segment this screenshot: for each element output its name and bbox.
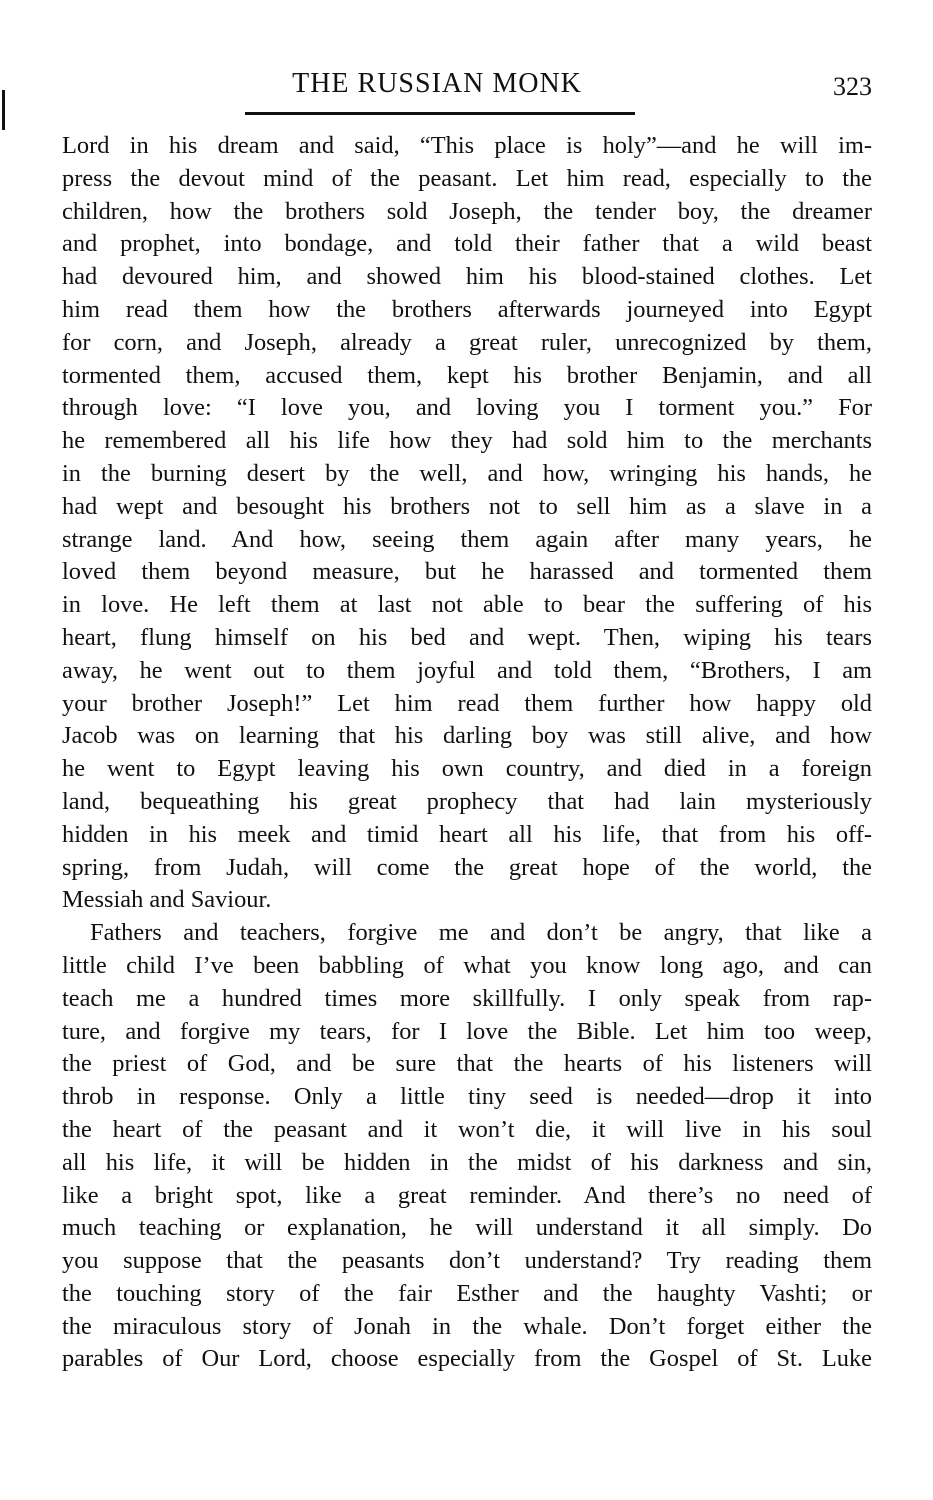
text-line: him read them how the brothers afterwards journeyed into Egypt: [62, 295, 872, 323]
text-line: ture, and forgive my tears, for I love the Bible. Let him too weep,: [62, 1017, 872, 1045]
running-head: [62, 64, 872, 104]
text-line: heart, flung himself on his bed and wept. Then, wiping his tears: [62, 623, 872, 651]
text-line: he remembered all his life how they had sold him to the merchants: [62, 427, 872, 455]
text-line: in the burning desert by the well, and how, wringing his hands, he: [62, 459, 872, 487]
text-line: had devoured him, and showed him his blood-stained clothes. Let: [62, 263, 872, 291]
text-line: he went to Egypt leaving his own country, and died in a foreign: [62, 755, 872, 783]
body-text: [62, 130, 872, 1376]
text-line: for corn, and Joseph, already a great ruler, unrecognized by them,: [62, 328, 872, 356]
text-line: tormented them, accused them, kept his brother Benjamin, and all: [62, 361, 872, 389]
text-line: you suppose that the peasants don’t understand? Try reading them: [62, 1247, 872, 1275]
text-line: in love. He left them at last not able to bear the suffering of his: [62, 591, 872, 619]
text-line: loved them beyond measure, but he harassed and tormented them: [62, 558, 872, 586]
page-number: 323: [833, 72, 872, 101]
text-line: Lord in his dream and said, “This place is holy”—and he will im-: [62, 132, 872, 159]
text-line: the miraculous story of Jonah in the whale. Don’t forget either the: [62, 1312, 872, 1340]
running-title: THE RUSSIAN MONK: [292, 68, 582, 99]
text-line: little child I’ve been babbling of what you know long ago, and can: [62, 951, 872, 979]
text-line: spring, from Judah, will come the great hope of the world, the: [62, 853, 872, 881]
text-line: children, how the brothers sold Joseph, the tender boy, the dreamer: [62, 197, 872, 225]
text-line: the heart of the peasant and it won’t die, it will live in his soul: [62, 1115, 872, 1143]
text-line: the touching story of the fair Esther and the haughty Vashti; or: [62, 1279, 872, 1307]
binding-edge-mark: [2, 90, 5, 130]
text-line: Jacob was on learning that his darling boy was still alive, and how: [62, 722, 872, 750]
text-line: hidden in his meek and timid heart all his life, that from his off-: [62, 820, 872, 848]
text-line: and prophet, into bondage, and told their father that a wild beast: [62, 230, 872, 258]
text-line: the priest of God, and be sure that the hearts of his listeners will: [62, 1050, 872, 1078]
text-line: your brother Joseph!” Let him read them further how happy old: [62, 689, 872, 717]
text-line: teach me a hundred times more skillfully. I only speak from rap-: [62, 984, 872, 1012]
text-line: through love: “I love you, and loving you I torment you.” For: [62, 394, 872, 422]
text-line: away, he went out to them joyful and told them, “Brothers, I am: [62, 656, 872, 684]
text-line: Fathers and teachers, forgive me and don’t be angry, that like a: [90, 919, 872, 947]
text-line: like a bright spot, like a great reminder. And there’s no need of: [62, 1181, 872, 1209]
header-rule: [245, 112, 635, 115]
paragraph-2: [62, 917, 872, 1376]
text-line: parables of Our Lord, choose especially from the Gospel of St. Luke: [62, 1345, 872, 1373]
paragraph-1: [62, 130, 872, 917]
text-line: had wept and besought his brothers not to sell him as a slave in a: [62, 492, 872, 520]
text-line: all his life, it will be hidden in the midst of his darkness and sin,: [62, 1148, 872, 1176]
text-line: strange land. And how, seeing them again after many years, he: [62, 525, 872, 553]
text-line: land, bequeathing his great prophecy that had lain mysteriously: [62, 787, 872, 815]
text-line: throb in response. Only a little tiny seed is needed—drop it into: [62, 1083, 872, 1111]
text-line: much teaching or explanation, he will understand it all simply. Do: [62, 1214, 872, 1242]
text-line: press the devout mind of the peasant. Let him read, especially to the: [62, 164, 872, 192]
text-line: Messiah and Saviour.: [62, 886, 272, 914]
